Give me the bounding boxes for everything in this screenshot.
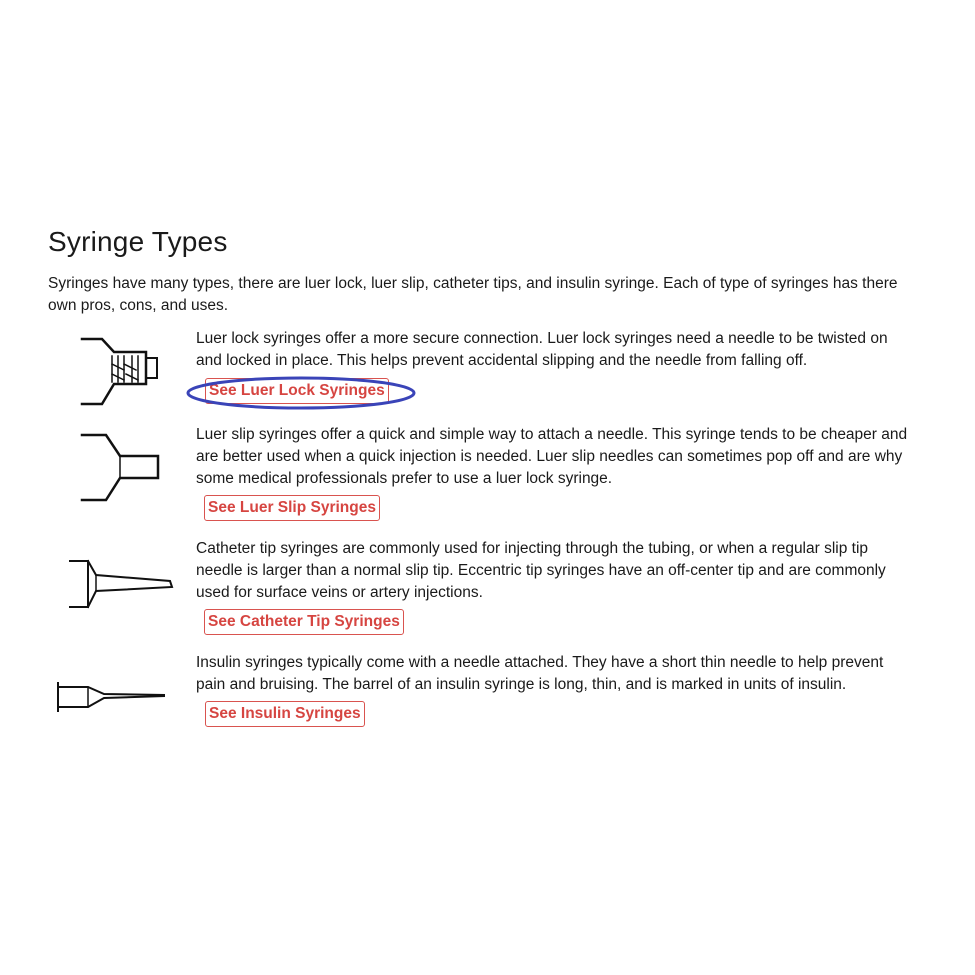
luer-slip-description: Luer slip syringes offer a quick and simple way to attach a needle. This syringe tends to be cheaper and are better used when a quick injection is needed. Luer slip needles can sometimes pop off and are why some medical professionals prefer to use a luer lock syringe. xyxy=(196,426,908,487)
catheter-tip-icon xyxy=(66,557,176,613)
see-luer-slip-syringes-link[interactable]: See Luer Slip Syringes xyxy=(204,495,380,521)
see-insulin-syringes-link[interactable]: See Insulin Syringes xyxy=(205,701,365,727)
intro-text: Syringes have many types, there are luer lock, luer slip, catheter tips, and insulin syringe. Each of type of syringes has there own pros, cons, and uses. xyxy=(48,275,898,314)
luer-lock-tip-icon xyxy=(76,334,166,410)
catheter-tip-description: Catheter tip syringes are commonly used for injecting through the tubing, or when a regular slip tip needle is larger than a normal slip tip. Eccentric tip syringes have an off-center tip and are commonly used for surface veins or artery injections. xyxy=(196,540,886,601)
luer-lock-description: Luer lock syringes offer a more secure connection. Luer lock syringes need a needle to be twisted on and locked in place. This helps prevent accidental slipping and the needle from falling off. xyxy=(196,330,888,369)
page-title: Syringe Types xyxy=(48,226,228,257)
insulin-description: Insulin syringes typically come with a needle attached. They have a short thin needle to help prevent pain and bruising. The barrel of an insulin syringe is long, thin, and is marked in units of insulin. xyxy=(196,654,884,693)
luer-slip-tip-icon xyxy=(76,430,166,506)
see-luer-lock-syringes-link[interactable]: See Luer Lock Syringes xyxy=(205,378,389,404)
insulin-syringe-tip-icon xyxy=(54,680,170,714)
see-catheter-tip-syringes-link[interactable]: See Catheter Tip Syringes xyxy=(204,609,404,635)
